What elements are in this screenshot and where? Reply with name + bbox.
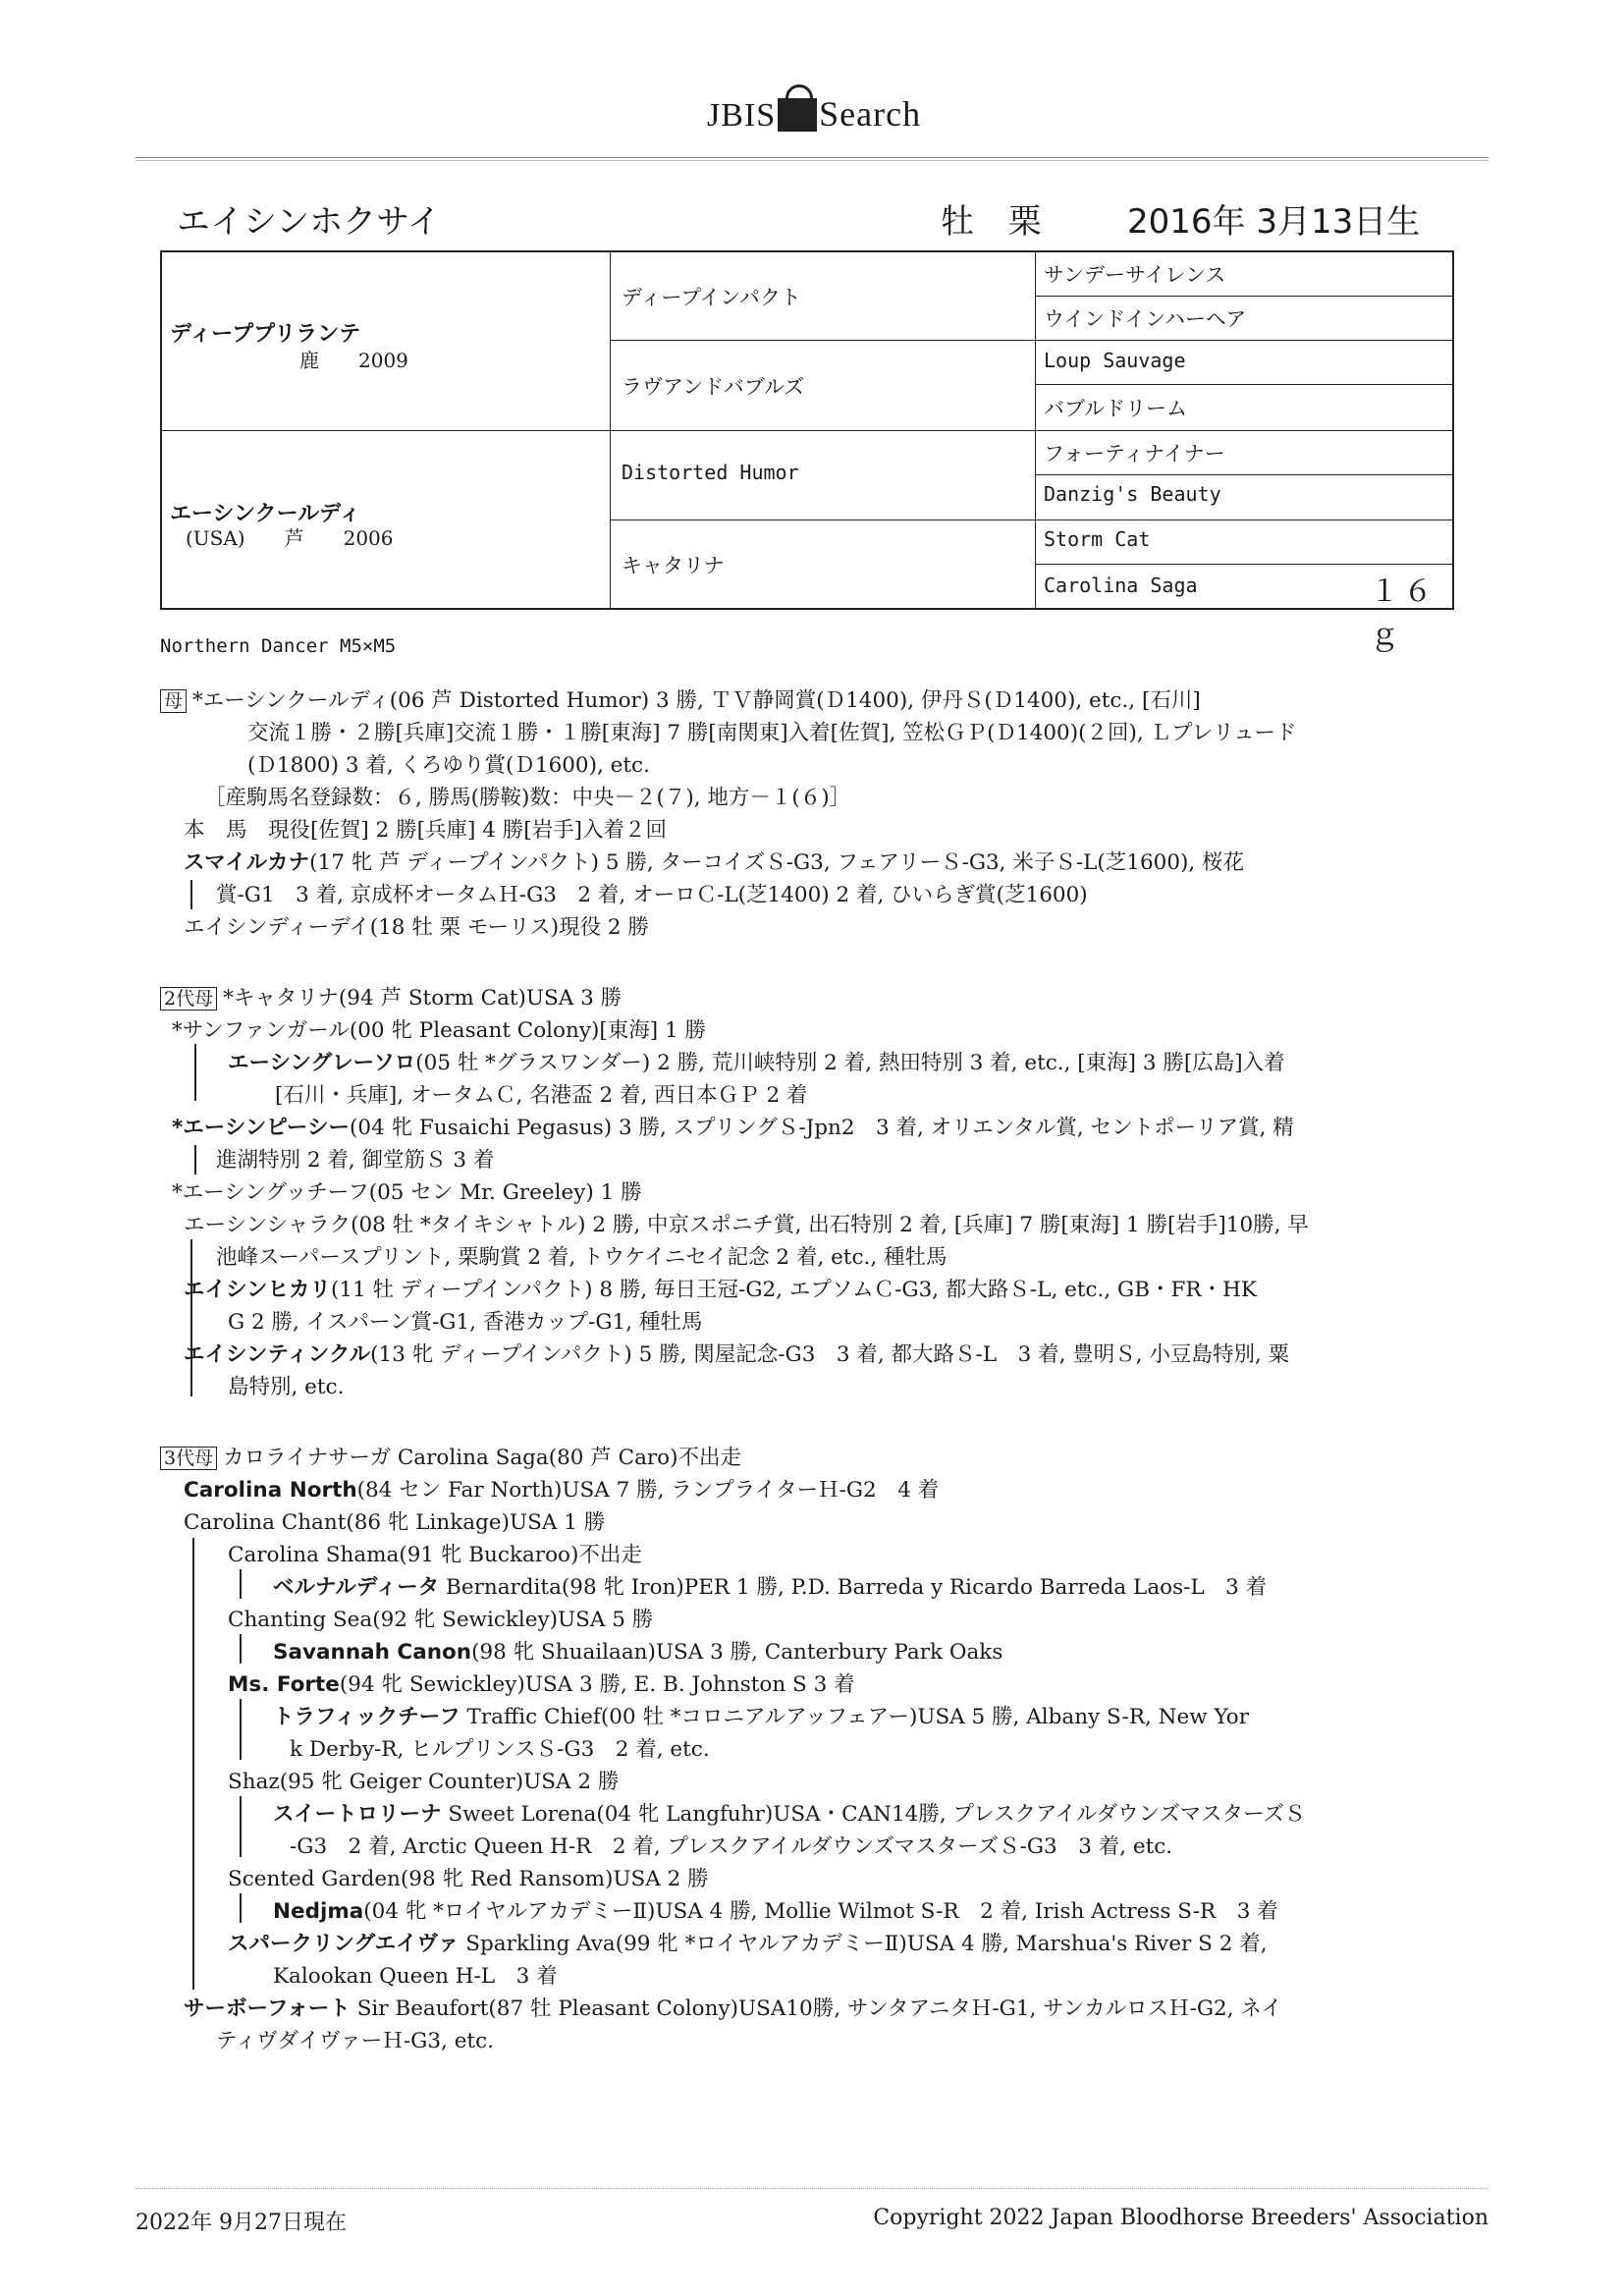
sdd: バブルドリーム [1044, 397, 1188, 420]
dam-name: エーシンクールディ [170, 502, 361, 526]
g3-carolina-shama: Carolina Shama(91 牝 Buckaroo)不出走 [228, 1543, 642, 1567]
tree-bar [240, 1634, 242, 1664]
horse-name: エイシンホクサイ [177, 202, 441, 242]
g2-sanfan: *サンファンガール(00 牝 Pleasant Colony)[東海] 1 勝 [172, 1018, 707, 1043]
tree-bar [240, 1699, 242, 1760]
g2-twinkle: エイシンティンクル(13 牝 ディープインパクト) 5 勝, 関屋記念-G3 3 着, 都大路Ｓ-L 3 着, 豊明Ｓ, 小豆島特別, 粟 [184, 1342, 1290, 1367]
footer-divider [135, 2188, 1489, 2189]
sss: サンデーサイレンス [1044, 263, 1226, 287]
dam-sire: Distorted Humor [622, 461, 799, 484]
sire-name: ディーププリランテ [170, 322, 361, 347]
sire-info: 鹿 2009 [299, 349, 408, 372]
footer-copyright: Copyright 2022 Japan Bloodhorse Breeders' Association [873, 2206, 1489, 2230]
g3-scented-garden: Scented Garden(98 牝 Red Ransom)USA 2 勝 [228, 1867, 709, 1891]
dam-line-1: 母 *エーシンクールディ(06 芦 Distorted Humor) 3 勝, ＴＶ静岡賞(Ｄ1400), 伊丹Ｓ(Ｄ1400), etc., [石川] [160, 684, 1201, 717]
dam-line-2: 交流１勝・２勝[兵庫]交流１勝・１勝[東海] 7 勝[南関東]入着[佐賀], 笠松ＧＰ(Ｄ1400)(２回), Ｌプレリュード [247, 721, 1297, 745]
g2-gutchief: *エーシングッチーフ(05 セン Mr. Greeley) 1 勝 [172, 1180, 642, 1205]
tree-bar [190, 1239, 192, 1396]
g3-nedjma: Nedjma(04 牝 *ロイヤルアカデミーⅡ)USA 4 勝, Mollie Wilmot S-R 2 着, Irish Actress S-R 3 着 [273, 1899, 1278, 1924]
cross-note: Northern Dancer M5×M5 [160, 635, 397, 657]
logo-text-jbis: JBIS [707, 97, 777, 134]
dam-info: (USA) 芦 2006 [186, 526, 394, 550]
g3-carolina-chant: Carolina Chant(86 牝 Linkage)USA 1 勝 [184, 1510, 606, 1535]
birth-date: 2016年 3月13日生 [1127, 202, 1421, 242]
tree-bar [240, 1796, 242, 1857]
dam-dam: キャタリナ [622, 554, 725, 577]
g3-traffic-chief-cont: k Derby-R, ヒルプリンスＳ-G3 2 着, etc. [290, 1737, 710, 1762]
g2-gresolo-cont: [石川・兵庫], オータムＣ, 名港盃 2 着, 西日本ＧＰ 2 着 [275, 1083, 808, 1108]
jbis-search-logo [707, 93, 921, 135]
g3-bernardita: ベルナルディータ Bernardita(98 牝 Iron)PER 1 勝, P.D. Barreda y Ricardo Barreda Laos-L 3 着 [273, 1575, 1268, 1600]
tree-bar [240, 1569, 242, 1599]
sex-color: 牡 栗 [941, 202, 1054, 242]
g2-sharaku: エーシンシャラク(08 牡 *タイキシャトル) 2 勝, 中京スポニチ賞, 出石特別 2 着, [兵庫] 7 勝[東海] 1 勝[岩手]10勝, 早 [184, 1213, 1309, 1237]
dam-line-3: (Ｄ1800) 3 着, くろゆり賞(Ｄ1600), etc. [247, 753, 650, 778]
tree-bar [194, 1044, 196, 1101]
footer-date: 2022年 9月27日現在 [135, 2211, 347, 2235]
header-divider [135, 157, 1489, 161]
sibling-smilekana: スマイルカナ(17 牝 芦 ディープインパクト) 5 勝, ターコイズＳ-G3, フェアリーＳ-G3, 米子Ｓ-L(芝1600), 桜花 [184, 850, 1245, 875]
g3-sweet-lorena: スイートロリーナ Sweet Lorena(04 牝 Langfuhr)USA・CAN14勝, プレスクアイルダウンズマスターズＳ [273, 1802, 1306, 1827]
ddd: Carolina Saga [1044, 574, 1198, 597]
ssd: ウインドインハーヘア [1044, 307, 1247, 331]
sibling-smilekana-cont: 賞-G1 3 着, 京成杯オータムＨ-G3 2 着, オーロＣ-L(芝1400) 2 着, ひいらぎ賞(芝1600) [216, 883, 1088, 907]
g3-chanting-sea: Chanting Sea(92 牝 Sewickley)USA 5 勝 [228, 1608, 654, 1632]
dds: Storm Cat [1044, 527, 1151, 551]
g3-sir-beaufort: サーボーフォート Sir Beaufort(87 牡 Pleasant Colony)USA10勝, サンタアニタＨ-G1, サンカルロスＨ-G2, ネイ [184, 1996, 1282, 2021]
g3-tag: 3代母 [160, 1447, 217, 1470]
sire-dam: ラヴアンドバブルズ [622, 375, 805, 399]
dsd: Danzig's Beauty [1044, 482, 1221, 506]
g2-hikari-cont: G 2 勝, イスパーン賞-G1, 香港カップ-G1, 種牡馬 [228, 1310, 703, 1335]
g3-traffic-chief: トラフィックチーフ Traffic Chief(00 牡 *コロニアルアッフェアー)USA 5 勝, Albany S-R, New Yor [273, 1705, 1249, 1729]
g3-ms-forte: Ms. Forte(94 牝 Sewickley)USA 3 勝, E. B. Johnston S 3 着 [228, 1672, 855, 1697]
g3-shaz: Shaz(95 牝 Geiger Counter)USA 2 勝 [228, 1770, 620, 1794]
g3-sparkling-ava: スパークリングエイヴァ Sparkling Ava(99 牝 *ロイヤルアカデミーⅡ)USA 4 勝, Marshua's River S 2 着, [228, 1932, 1268, 1956]
g2-pc-cont: 進湖特別 2 着, 御堂筋Ｓ 3 着 [216, 1148, 495, 1173]
dam-tag: 母 [160, 689, 187, 713]
g2-pc: *エーシンピーシー(04 牝 Fusaichi Pegasus) 3 勝, スプリングＳ-Jpn2 3 着, オリエンタル賞, セントポーリア賞, 精 [172, 1116, 1294, 1140]
logo-text-search: Search [819, 94, 922, 134]
g3-sir-beaufort-cont: ティヴダイヴァーＨ-G3, etc. [216, 2029, 494, 2053]
g2-tag: 2代母 [160, 987, 217, 1011]
g2-sharaku-cont: 池峰スーパースプリント, 栗駒賞 2 着, トウケイニセイ記念 2 着, etc., 種牡馬 [216, 1245, 947, 1270]
g2-hikari: エイシンヒカリ(11 牡 ディープインパクト) 8 勝, 毎日王冠-G2, エプソムＣ-G3, 都大路Ｓ-L, etc., GB・FR・HK [184, 1278, 1257, 1302]
tree-bar [192, 1538, 194, 1990]
g3-sparkling-ava-cont: Kalookan Queen H-L 3 着 [273, 1964, 558, 1989]
g2-line-1: 2代母 *キャタリナ(94 芦 Storm Cat)USA 3 勝 [160, 982, 622, 1014]
this-horse-line: 本 馬 現役[佐賀] 2 勝[兵庫] 4 勝[岩手]入着２回 [184, 818, 668, 843]
dss: フォーティナイナー [1044, 442, 1225, 465]
dam-offspring-stats: ［産駒馬名登録数：６, 勝馬(勝鞍)数：中央－２(７), 地方－１(６)］ [204, 786, 851, 810]
g2-twinkle-cont: 島特別, etc. [228, 1375, 345, 1399]
sds: Loup Sauvage [1044, 349, 1186, 372]
g3-line-1: 3代母 カロライナサーガ Carolina Saga(80 芦 Caro)不出走 [160, 1442, 741, 1474]
g3-savannah: Savannah Canon(98 牝 Shuailaan)USA 3 勝, Canterbury Park Oaks [273, 1640, 1003, 1665]
g3-carolina-north: Carolina North(84 セン Far North)USA 7 勝, ランプライターＨ-G2 4 着 [184, 1478, 940, 1503]
inbreed-code: １６ｇ [1370, 574, 1436, 652]
tree-bar [240, 1893, 242, 1923]
horse-logo-icon [778, 98, 817, 132]
sire-sire: ディープインパクト [622, 286, 801, 309]
g2-gresolo: エーシングレーソロ(05 牡 *グラスワンダー) 2 勝, 荒川峡特別 2 着, 熱田特別 3 着, etc., [東海] 3 勝[広島]入着 [228, 1051, 1285, 1075]
g3-sweet-lorena-cont: -G3 2 着, Arctic Queen H-R 2 着, プレスクアイルダウンズマスターズＳ-G3 3 着, etc. [290, 1834, 1173, 1859]
sibling-eishin-deeday: エイシンディーデイ(18 牡 栗 モーリス)現役 2 勝 [184, 915, 649, 940]
tree-bar [190, 880, 192, 909]
tree-bar [194, 1145, 196, 1175]
